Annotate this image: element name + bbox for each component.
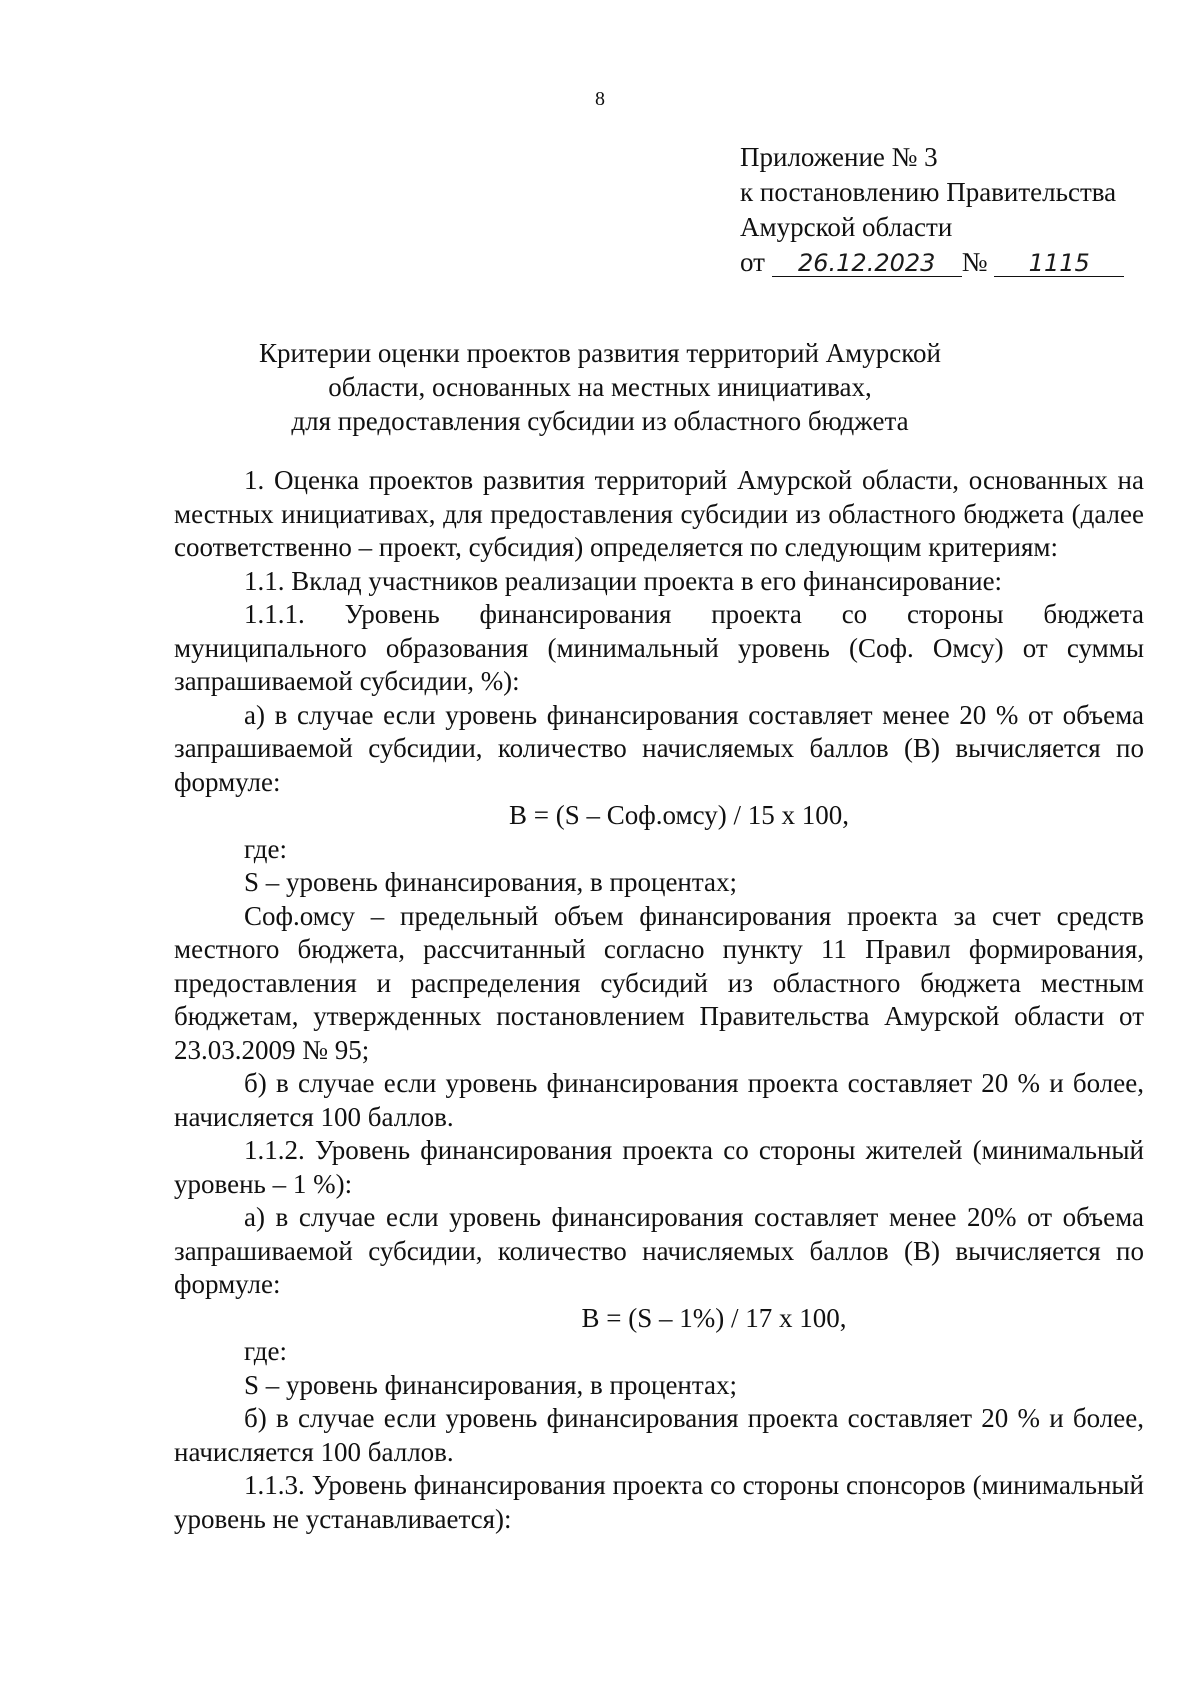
paragraph-1-1-2-b: б) в случае если уровень финансирования проекта составляет 20 % и более, начисляется 100 баллов. xyxy=(174,1403,1144,1467)
s-definition-1: S – уровень финансирования, в процентах; xyxy=(244,867,738,897)
where-2: где: xyxy=(244,1336,287,1366)
appendix-line-2: к постановлению Правительства xyxy=(740,177,1117,207)
paragraph-1-1-1-b: б) в случае если уровень финансирования проекта составляет 20 % и более, начисляется 100 баллов. xyxy=(174,1068,1144,1132)
formula-2: В = (S – 1%) / 17 х 100, xyxy=(581,1302,847,1333)
paragraph-1-1-2: 1.1.2. Уровень финансирования проекта со стороны жителей (минимальный уровень – 1 %): xyxy=(174,1135,1144,1199)
number-sign: № xyxy=(961,247,988,277)
paragraph-1-1-1: 1.1.1. Уровень финансирования проекта со стороны бюджета муниципального образования (минимальный уровень (Соф. Омсу) от суммы запрашиваемой субсидии, %): xyxy=(174,599,1144,696)
paragraph-1: 1. Оценка проектов развития территорий Амурской области, основанных на местных инициативах, для предоставления субсидии из областного бюджета (далее соответственно – проект, субсидия) определяется по следующим критериям: xyxy=(174,465,1144,562)
sof-definition: Соф.омсу – предельный объем финансирования проекта за счет средств местного бюджета, рассчитанный согласно пункту 11 Правил формирования, предоставления и распределения субсидий из областного бюджета местным бюджетам, утвержденных постановлением Правительства Амурской области от 23.03.2009 № 95; xyxy=(174,900,1144,1065)
paragraph-1-1-1-a: а) в случае если уровень финансирования составляет менее 20 % от объема запрашиваемой субсидии, количество начисляемых баллов (В) вычисляется по формуле: xyxy=(174,699,1144,797)
paragraph-1-1-3: 1.1.3. Уровень финансирования проекта со стороны спонсоров (минимальный уровень не устанавливается): xyxy=(174,1470,1144,1534)
from-prefix: от xyxy=(740,247,765,277)
paragraph-1-1-2-a: а) в случае если уровень финансирования составляет менее 20% от объема запрашиваемой субсидии, количество начисляемых баллов (В) вычисляется по формуле: xyxy=(174,1202,1144,1299)
document-title xyxy=(0,336,1200,438)
appendix-line-4 xyxy=(740,245,1124,280)
title-line-3: для предоставления субсидии из областного бюджета xyxy=(291,406,909,436)
appendix-line-1: Приложение № 3 xyxy=(740,142,938,172)
appendix-block xyxy=(740,140,1124,280)
title-line-2: области, основанных на местных инициативах, xyxy=(328,372,872,402)
where-1: где: xyxy=(244,833,287,864)
formula-1: В = (S – Соф.омсу) / 15 х 100, xyxy=(509,800,849,830)
handwritten-number: 1115 xyxy=(994,250,1124,277)
s-definition-2: S – уровень финансирования, в процентах; xyxy=(244,1369,738,1400)
handwritten-date: 26.12.2023 xyxy=(772,250,962,277)
paragraph-1-1: 1.1. Вклад участников реализации проекта в его финансирование: xyxy=(244,565,1003,596)
appendix-line-3: Амурской области xyxy=(740,212,953,242)
page-number: 8 xyxy=(595,88,605,110)
title-line-1: Критерии оценки проектов развития территорий Амурской xyxy=(259,338,941,368)
document-body xyxy=(174,464,1144,1536)
